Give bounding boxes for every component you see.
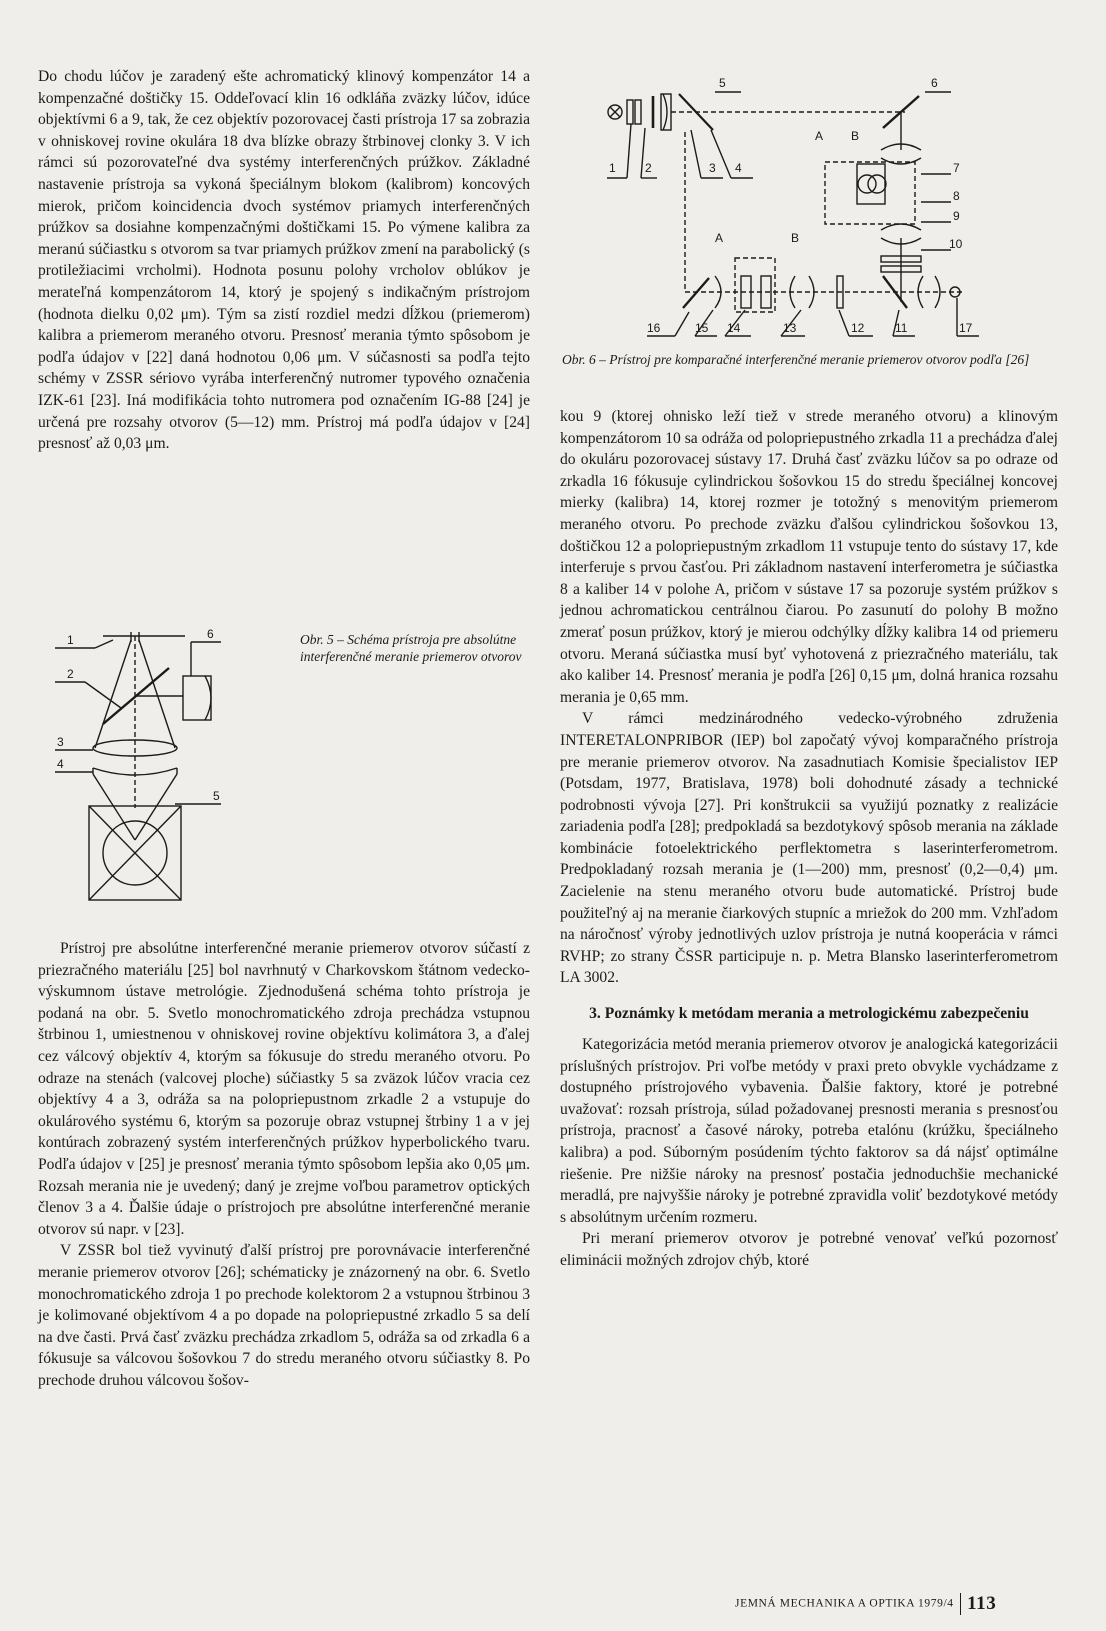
fig6-label: 13 — [783, 321, 797, 335]
fig5-label: 3 — [57, 735, 64, 749]
paragraph: kou 9 (ktorej ohnisko leží tiež v strede meraného otvoru) a klinovým kompenzátorom 10 sa odráža od polopriepustného zrkadla 11 a prechádza ďalej do okuláru pozorovacej sústavy 17. Druhá časť zväzku lúčov sa po odraze od zrkadla 16 fókusuje cylindrickou šošovkou 15 do stredu špeciálnej koncovej mierky (kalibra) 14, ktorej rozmer je totožný s menovitým priemerom meraného otvoru. Po prechode zväzku ďalšou cylindrickou šošovkou 13, doštičkou 12 a polopriepustným zrkadlom 11 vstupuje tento do sústavy 17, kde interferuje s prvou časťou. Pri základnom nastavení interferometra je súčiastka 8 a kaliber 14 v polohe A, pričom v sústave 17 sa pozoruje systém prúžkov s jednou achromatickou centrálnou čiarou. Po zasunutí do polohy B možno zmerať posun prúžkov, ktorý je mierou odchýlky dĺžky kalibra 14 od priemeru otvoru. Meraná súčiastka musí byť vyhotovená z priezračného materiálu, tak ako kaliber 14. Presnosť merania je podľa [26] 0,15 μm, dolná hranica rozsahu merania je 0,65 mm. — [560, 408, 1058, 706]
fig5-label: 1 — [67, 633, 74, 647]
fig6-label: 8 — [953, 189, 960, 203]
left-column-bottom — [38, 938, 530, 1391]
journal-name: JEMNÁ MECHANIKA A OPTIKA 1979/4 — [735, 1597, 954, 1610]
fig6-label: 9 — [953, 209, 960, 223]
paragraph: Do chodu lúčov je zaradený ešte achromatický klinový kompenzátor 14 a kompenzačné doštičky 15. Oddeľovací klin 16 odkláňa zväzky lúčov, idúce objektívmi 6 a 9, tak, že cez objektív pozorovacej časti prístroja 17 sa zobrazia v ohniskovej rovine okulára 18 dva blízke obrazy štrbinovej clonky 3. V ich rámci sú pozorovateľné dva systémy interferenčných prúžkov. Základné nastavenie prístroja sa vykoná špeciálnym blokom (kalibrom) koncových mierok, pričom koincidencia dvoch systémov priamych interferenčných prúžkov sa dosiahne kompenzačnými doštičkami 15. Po výmene kalibra za meranú súčiastku s otvorom sa tvar priamych prúžkov zmení na parabolický (s protiležiacimi vrcholmi). Hodnota posunu polohy vrcholov oblúkov je merateľná kompenzátorom 14, ktorý je spojený s indikačným prístrojom (hodnota dielku 0,02 μm). Tým sa zistí rozdiel medzi dĺžkou (priemerom) kalibra a priemerom meraného otvoru. Presnosť merania týmto spôsobom je podľa údajov v [22] daná hodnotou 0,06 μm. V súčasnosti sa podľa tejto schémy v ZSSR sériovo vyrába interferenčný nutromer typového označenia IZK-61 [23]. Iná modifikácia tohto nutromera pod označením IG-88 [24] je určená pre rozsahy otvorov (5—12) mm. Prístroj má podľa údajov v [24] presnosť až 0,03 μm. — [38, 68, 530, 453]
footer-separator — [960, 1593, 962, 1615]
fig6-label: A — [815, 129, 824, 143]
paragraph: V rámci medzinárodného vedecko-výrobného združenia INTERETALONPRIBOR (IEP) bol započatý vývoj komparačného prístroja pre meranie priemerov otvorov. Na zasadnutiach Komisie špecialistov IEP (Potsdam, 1977, Bratislava, 1978) boli dohodnuté zásady a technické podrobnosti vývoja [27]. Pri konštrukcii sa využijú poznatky z realizácie zariadenia podľa [28]; predpokladá sa bezdotykový spôsob merania na základe kombinácie fotoelektrického perflektometra s laserinterferometrom. Predpokladaný rozsah merania je (1—200) mm, presnosť (0,2—0,4) μm. Zacielenie na stenu meraného otvoru bude automatické. Prístroj bude použiteľný aj na meranie čiarkových stupníc a mriežok do 200 mm. Vzhľadom na náročnosť výroby jednotlivých uzlov prístroja je nutná kooperácia v rámci RVHP; zo strany ČSSR participuje n. p. Metra Blansko laserinterferometrom LA 3002. — [560, 710, 1058, 987]
fig6-label: 17 — [959, 321, 973, 335]
fig6-label: 7 — [953, 161, 960, 175]
figure-6-diagram — [605, 72, 1025, 350]
fig6-label: 12 — [851, 321, 865, 335]
right-column — [560, 406, 1058, 1272]
page-number: 113 — [967, 1593, 997, 1614]
paragraph: Pri meraní priemerov otvorov je potrebné venovať veľkú pozornosť eliminácii možných zdrojov chýb, ktoré — [560, 1230, 1058, 1269]
paragraph: Prístroj pre absolútne interferenčné meranie priemerov otvorov súčastí z priezračného materiálu [25] bol navrhnutý v Charkovskom štátnom vedecko-výskumnom ústave metrológie. Zjednodušená schéma tohto prístroja je podaná na obr. 5. Svetlo monochromatického zdroja prechádza vstupnou štrbinou 1, umiestnenou v ohniskovej rovine objektívu kolimátora 3, a ďalej cez válcový objektív 4, ktorým sa fókusuje do stredu meraného otvoru. Po odraze na stenách (valcovej ploche) súčiastky 5 sa zväzok lúčov vracia cez objektívy 4 a 3, odráža sa na polopriepustnom zrkadle 2 a vstupuje do okulárového systému 6, ktorým sa pozoruje obraz vstupnej štrbiny 1 a v jej kontúrach zobrazený systém interferenčných prúžkov hyperbolického tvaru. Podľa údajov v [25] je presnosť merania týmto spôsobom lepšia ako 0,05 μm. Rozsah merania nie je uvedený; daný je zrejme voľbou parametrov optických členov 3 a 4. Ďalšie údaje o prístrojoch pre absolútne interferenčné meranie otvorov sú napr. v [23]. — [38, 940, 530, 1238]
fig6-label: 5 — [719, 76, 726, 90]
fig6-label: 3 — [709, 161, 716, 175]
fig5-label: 4 — [57, 757, 64, 771]
fig6-label: B — [851, 129, 860, 143]
page-footer — [735, 1593, 1067, 1615]
figure-6-caption: Obr. 6 – Prístroj pre komparačné interferenčné meranie priemerov otvorov podľa [26] — [562, 352, 1030, 367]
paragraph: V ZSSR bol tiež vyvinutý ďalší prístroj pre porovnávacie interferenčné meranie priemerov otvorov [26]; schématicky je znázornený na obr. 6. Svetlo monochromatického zdroja 1 po prechode kolektorom 2 a vstupnou štrbinou 3 je kolimované objektívom 4 a po dopade na polopriepustné zrkadlo 5 sa delí na dve časti. Prvá časť zväzku prechádza zrkadlom 5, odráža sa od zrkadla 6 a fókusuje sa válcovou šošovkou 7 do stredu meraného otvoru súčiastky 8. Po prechode druhou válcovou šošov- — [38, 1242, 530, 1389]
fig5-label: 5 — [213, 789, 220, 803]
fig6-label: 11 — [895, 321, 908, 335]
fig6-label: A — [715, 231, 724, 245]
fig5-label: 2 — [67, 667, 74, 681]
fig6-label: 15 — [695, 321, 709, 335]
fig6-label: B — [791, 231, 800, 245]
left-column-top — [38, 66, 530, 455]
fig6-label: 16 — [647, 321, 661, 335]
fig5-label: 6 — [207, 628, 214, 641]
fig6-label: 4 — [735, 161, 742, 175]
paragraph: Kategorizácia metód merania priemerov otvorov je analogická kategorizácii príslušných prístrojov. Pri voľbe metódy v praxi preto obvykle vychádzame z dostupného prístrojového vybavenia. Ďalšie faktory, ktoré je potrebné uvažovať: rozsah prístroja, súlad požadovanej presnosti merania s presnosťou prístroja, pracnosť a časové nároky, potreba etalónu (krúžku, špeciálneho kalibra) a pod. Súborným posúdením týchto faktorov sa dá nájsť optimálne riešenie. Pre nižšie nároky na presnosť postačia jednoduchšie mechanické meradlá, pre najvyššie nároky je potrebné zpravidla voliť bezdotykové metódy s absolútnym určením rozmeru. — [560, 1036, 1058, 1226]
fig6-label: 14 — [727, 321, 741, 335]
figure-5-diagram — [45, 628, 295, 908]
fig6-label: 2 — [645, 161, 652, 175]
fig6-label: 10 — [949, 237, 963, 251]
figure-5-caption: Obr. 5 – Schéma prístroja pre absolútne interferenčné meranie priemerov otvorov — [300, 632, 522, 664]
fig6-label: 6 — [931, 76, 938, 90]
section-heading: 3. Poznámky k metódam merania a metrologickému zabezpečeniu — [589, 1005, 1029, 1023]
fig6-label: 1 — [609, 161, 616, 175]
